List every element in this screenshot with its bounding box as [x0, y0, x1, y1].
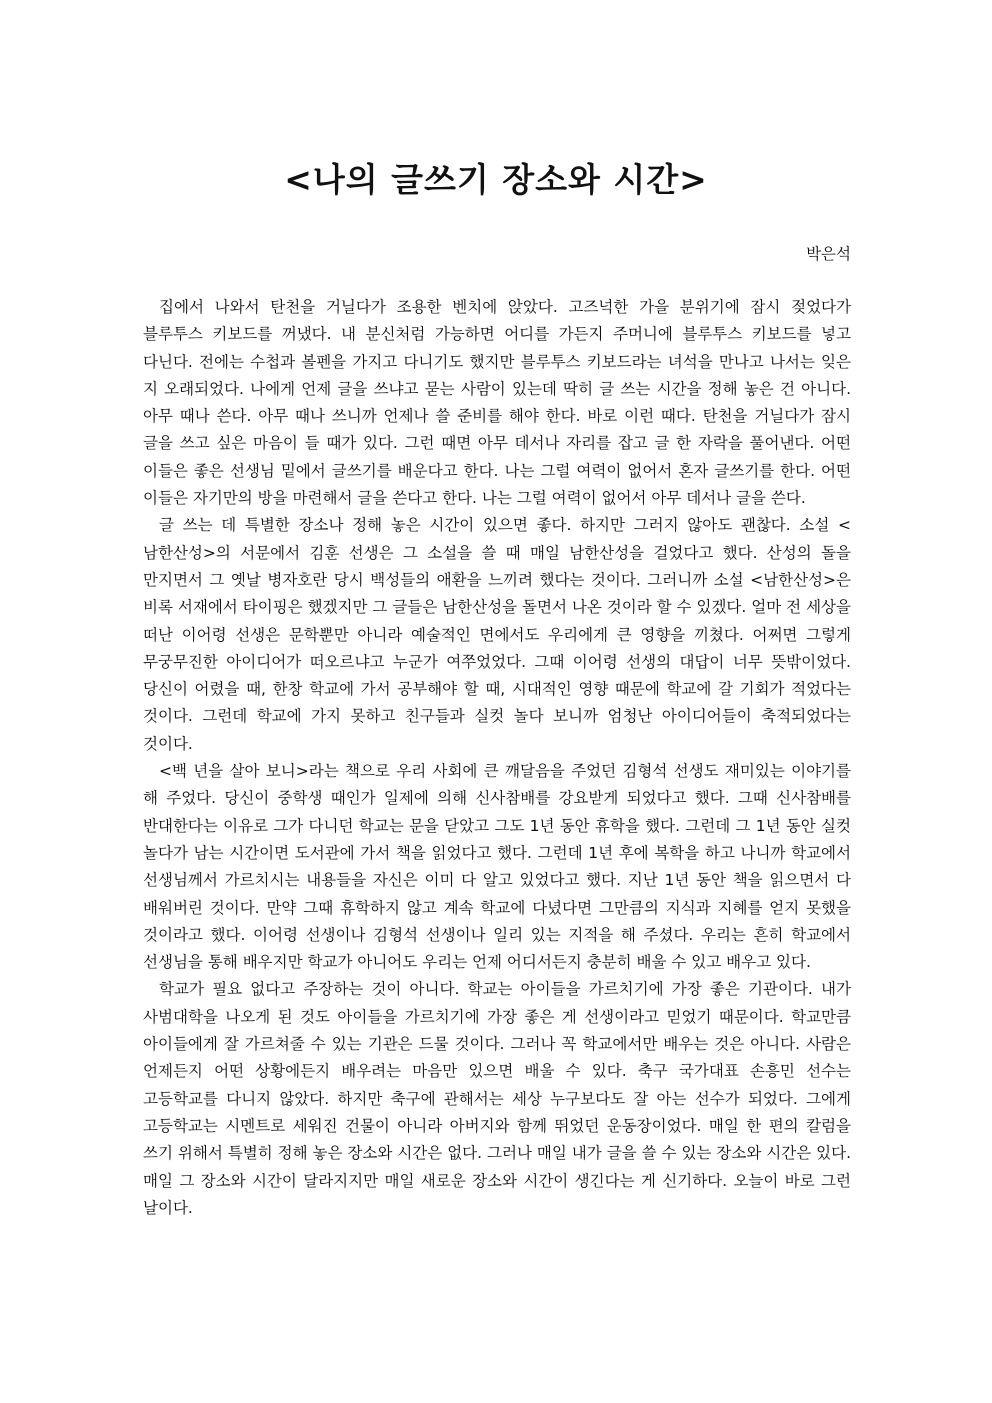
paragraph: <백 년을 살아 보니>라는 책으로 우리 사회에 큰 깨달음을 주었던 김형석 선생도 재미있는 이야기를 해 주었다. 당신이 중학생 때인가 일제에 의해 신사참배를 강요받게 되었다고 했다. 그때 신사참배를 반대한다는 이유로 그가 다니던 학교는 문을 닫았고 그도 1년 동안 휴학을 했다. 그런데 그 1년 동안 실컷 놀다가 남는 시간이면 도서관에 가서 책을 읽었다고 했다. 그런데 1년 후에 복학을 하고 나니까 학교에서 선생님께서 가르치시는 내용들을 자신은 이미 다 알고 있었다고 했다. 지난 1년 동안 책을 읽으면서 다 배워버린 것이다. 만약 그때 휴학하지 않고 계속 학교에 다녔다면 그만큼의 지식과 지혜를 얻지 못했을 것이라고 했다. 이어령 선생이나 김형석 선생이나 일리 있는 지적을 해 주셨다. 우리는 흔히 학교에서 선생님을 통해 배우지만 학교가 아니어도 우리는 언제 어디서든지 충분히 배울 수 있고 배우고 있다.	[143, 762, 851, 972]
author-name: 박은석	[806, 245, 851, 263]
paragraph: 학교가 필요 없다고 주장하는 것이 아니다. 학교는 아이들을 가르치기에 가장 좋은 기관이다. 내가 사범대학을 나오게 된 것도 아이들을 가르치기에 가장 좋은 게 선생이라고 믿었기 때문이다. 학교만큼 아이들에게 잘 가르쳐줄 수 있는 기관은 드물 것이다. 그러나 꼭 학교에서만 배우는 것은 아니다. 사람은 언제든지 어떤 상황에든지 배우려는 마음만 있으면 배울 수 있다. 축구 국가대표 손흥민 선수는 고등학교를 다니지 않았다. 하지만 축구에 관해서는 세상 누구보다도 잘 아는 선수가 되었다. 그에게 고등학교는 시멘트로 세워진 건물이 아니라 아버지와 함께 뛰었던 운동장이었다. 매일 한 편의 칼럼을 쓰기 위해서 특별히 정해 놓은 장소와 시간은 없다. 그러나 매일 내가 글을 쓸 수 있는 장소와 시간은 있다. 매일 그 장소와 시간이 달라지지만 매일 새로운 장소와 시간이 생긴다는 게 신기하다. 오늘이 바로 그런 날이다.	[143, 980, 851, 1217]
paragraph: 집에서 나와서 탄천을 거닐다가 조용한 벤치에 앉았다. 고즈넉한 가을 분위기에 잠시 젖었다가 블루투스 키보드를 꺼냈다. 내 분신처럼 가능하면 어디를 가든지 주머니에 블루투스 키보드를 넣고 다닌다. 전에는 수첩과 볼펜을 가지고 다니기도 했지만 블루투스 키보드라는 녀석을 만나고 나서는 잊은 지 오래되었다. 나에게 언제 글을 쓰냐고 묻는 사람이 있는데 딱히 글 쓰는 시간을 정해 놓은 건 아니다. 아무 때나 쓴다. 아무 때나 쓰니까 언제나 쓸 준비를 해야 한다. 바로 이런 때다. 탄천을 거닐다가 잠시 글을 쓰고 싶은 마음이 들 때가 있다. 그런 때면 아무 데서나 자리를 잡고 글 한 자락을 풀어낸다. 어떤 이들은 좋은 선생님 밑에서 글쓰기를 배운다고 한다. 나는 그럴 여력이 없어서 혼자 글쓰기를 한다. 어떤 이들은 자기만의 방을 마련해서 글을 쓴다고 한다. 나는 그럴 여력이 없어서 아무 데서나 글을 쓴다.	[143, 298, 851, 508]
paragraph: 글 쓰는 데 특별한 장소나 정해 놓은 시간이 있으면 좋다. 하지만 그러지 않아도 괜찮다. 소설 <남한산성>의 서문에서 김훈 선생은 그 소설을 쓸 때 매일 남한산성을 걸었다고 했다. 산성의 돌을 만지면서 그 옛날 병자호란 당시 백성들의 애환을 느끼려 했다는 것이다. 그러니까 소설 <남한산성>은 비록 서재에서 타이핑은 했겠지만 그 글들은 남한산성을 돌면서 나온 것이라 할 수 있겠다. 얼마 전 세상을 떠난 이어령 선생은 문학뿐만 아니라 예술적인 면에서도 우리에게 큰 영향을 끼쳤다. 어쩌면 그렇게 무궁무진한 아이디어가 떠오르냐고 누군가 여쭈었었다. 그때 이어령 선생의 대답이 너무 뜻밖이었다. 당신이 어렸을 때, 한창 학교에 가서 공부해야 할 때, 시대적인 영향 때문에 학교에 갈 기회가 적었다는 것이다. 그런데 학교에 가지 못하고 친구들과 실컷 놀다 보니까 엄청난 아이디어들이 축적되었다는 것이다.	[143, 516, 851, 753]
document-body	[143, 294, 851, 1222]
document-title: <나의 글쓰기 장소와 시간>	[284, 160, 708, 199]
